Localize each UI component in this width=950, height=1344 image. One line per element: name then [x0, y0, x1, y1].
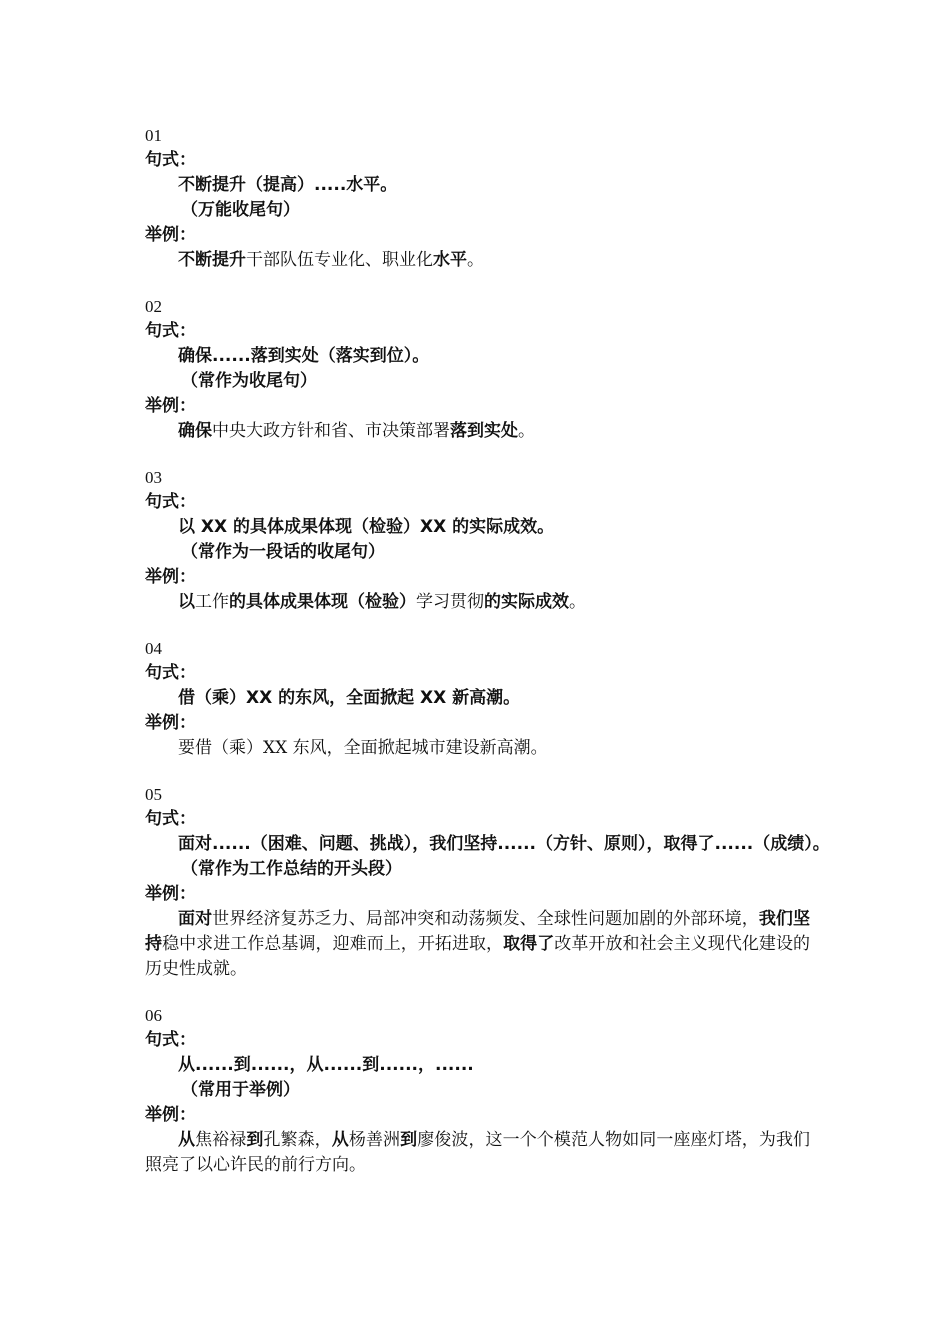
pattern-note: （常用于举例）: [181, 1080, 300, 1100]
example-keyword: 落到实处: [450, 421, 518, 441]
pattern-note: （常作为工作总结的开头段）: [181, 859, 402, 879]
example-keyword: 水平: [433, 250, 467, 270]
example-label: 举例：: [145, 713, 196, 733]
section-05: [145, 783, 830, 982]
pattern-text: 从......到......，从......到......，......: [178, 1055, 474, 1075]
example-keyword: 取得了: [503, 934, 555, 954]
pattern-label: 句式：: [145, 150, 196, 170]
example-text: [145, 907, 810, 982]
section-number: 04: [145, 639, 162, 658]
section-number: 06: [145, 1006, 162, 1025]
example-segment: 工作: [195, 592, 229, 612]
example-keyword: 确保: [178, 421, 212, 441]
example-label: 举例：: [145, 396, 196, 416]
example-label: 举例：: [145, 225, 196, 245]
example-segment: 干部队伍专业化、职业化: [246, 250, 433, 270]
pattern-label: 句式：: [145, 809, 196, 829]
example-segment: 焦裕禄: [195, 1130, 247, 1150]
section-06: [145, 1004, 810, 1178]
pattern-text: 借（乘）XX 的东风，全面掀起 XX 新高潮。: [178, 688, 521, 708]
example-segment: 学习贯彻: [416, 592, 484, 612]
document-page: [145, 124, 830, 1200]
example-keyword: 面对: [178, 909, 213, 929]
pattern-note: （万能收尾句）: [181, 200, 300, 220]
example-segment: 稳中求进工作总基调，迎难而上，开拓进取，: [162, 934, 504, 954]
example-keyword: 的具体成果体现（检验）: [229, 592, 416, 612]
example-segment: 廖俊波，这一个个模范人物如同一座座灯塔，为我们照亮了以心许民的前行方向。: [145, 1130, 811, 1175]
example-segment: 。: [569, 592, 586, 612]
pattern-label: 句式：: [145, 321, 196, 341]
example-text: [145, 248, 810, 273]
example-segment: 中央大政方针和省、市决策部署: [212, 421, 450, 441]
example-label: 举例：: [145, 1105, 196, 1125]
pattern-text: 确保......落到实处（落实到位）。: [178, 346, 430, 366]
example-keyword: 到: [400, 1130, 418, 1150]
pattern-text: 不断提升（提高）.....水平。: [178, 175, 398, 195]
section-number: 03: [145, 468, 162, 487]
example-label: 举例：: [145, 884, 196, 904]
example-keyword: 我们坚持: [145, 909, 811, 954]
pattern-note: （常作为一段话的收尾句）: [181, 542, 385, 562]
example-keyword: 到: [246, 1130, 264, 1150]
example-text: [145, 736, 810, 761]
example-segment: 杨善洲: [348, 1130, 401, 1150]
example-segment: 。: [467, 250, 484, 270]
example-keyword: 以: [178, 592, 195, 612]
example-segment: 改革开放和社会主义现代化建设的历史性成就。: [145, 934, 811, 979]
example-segment: 世界经济复苏乏力、局部冲突和动荡频发、全球性问题加剧的外部环境，: [212, 909, 759, 929]
section-number: 01: [145, 126, 162, 145]
example-label: 举例：: [145, 567, 196, 587]
section-01: [145, 124, 810, 273]
example-segment: 孔繁森，: [263, 1130, 332, 1150]
example-keyword: 从: [331, 1130, 349, 1150]
section-number: 02: [145, 297, 162, 316]
pattern-note: （常作为收尾句）: [181, 371, 317, 391]
pattern-label: 句式：: [145, 1030, 196, 1050]
example-text: [145, 1128, 810, 1178]
example-keyword: 从: [178, 1130, 196, 1150]
example-text: [145, 419, 810, 444]
pattern-label: 句式：: [145, 492, 196, 512]
section-04: [145, 637, 810, 761]
pattern-label: 句式：: [145, 663, 196, 683]
pattern-text: 以 XX 的具体成果体现（检验）XX 的实际成效。: [178, 517, 555, 537]
section-02: [145, 295, 810, 444]
section-03: [145, 466, 810, 615]
example-segment: 要借（乘）XX 东风，全面掀起城市建设新高潮。: [178, 738, 548, 758]
example-keyword: 的实际成效: [484, 592, 569, 612]
example-keyword: 不断提升: [178, 250, 246, 270]
pattern-text: 面对......（困难、问题、挑战），我们坚持......（方针、原则），取得了......（成绩）。: [178, 834, 830, 854]
example-segment: 。: [518, 421, 535, 441]
sections-container: [145, 124, 830, 1178]
section-number: 05: [145, 785, 162, 804]
example-text: [145, 590, 810, 615]
